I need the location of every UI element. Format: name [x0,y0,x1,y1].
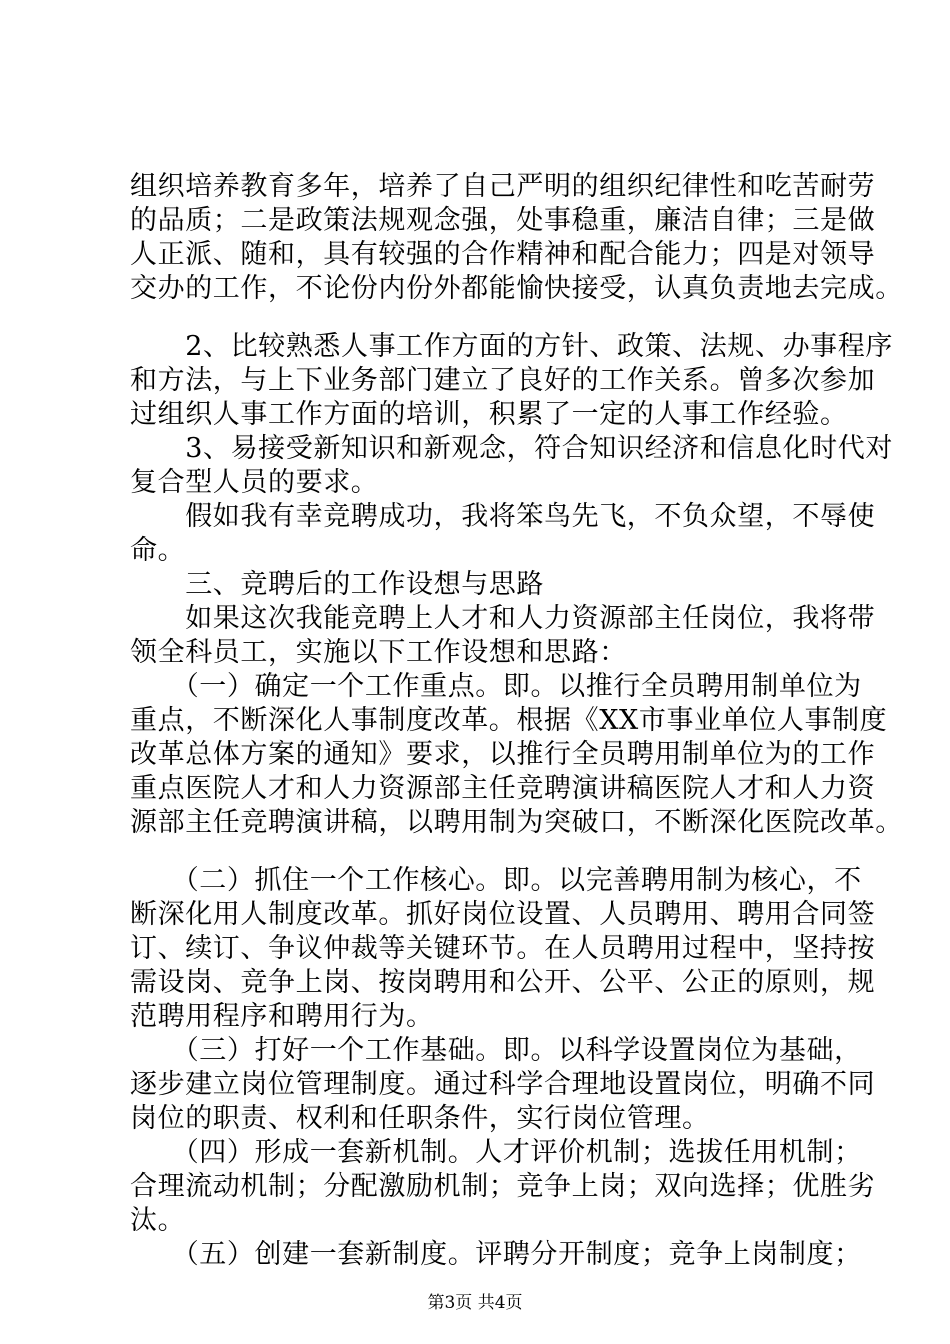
text-line: 的品质；二是政策法规观念强，处事稳重，廉洁自律；三是做 [130,205,876,236]
text-line: 如果这次我能竞聘上人才和人力资源部主任岗位，我将带 [130,603,876,634]
page-footer: 第3页 共4页 [427,1293,523,1313]
text-line: （一）确定一个工作重点。即。以推行全员聘用制单位为 [130,671,862,702]
text-line: 岗位的职责、权利和任职条件，实行岗位管理。 [130,1103,710,1134]
text-line: 合理流动机制；分配激励机制；竞争上岗；双向选择；优胜劣 [130,1171,876,1202]
text-line: 断深化用人制度改革。抓好岗位设置、人员聘用、聘用合同签 [130,899,876,930]
text-line: （四）形成一套新机制。人才评价机制；选拔任用机制； [130,1137,862,1168]
text-line: 汰。 [130,1205,186,1236]
text-line: 逐步建立岗位管理制度。通过科学合理地设置岗位，明确不同 [130,1069,876,1100]
text-line: 假如我有幸竞聘成功，我将笨鸟先飞，不负众望，不辱使 [130,501,876,532]
text-line: 源部主任竞聘演讲稿，以聘用制为突破口，不断深化医院改革。 [130,807,903,838]
text-line: 3、易接受新知识和新观念，符合知识经济和信息化时代对 [130,433,893,464]
text-line: 需设岗、竞争上岗、按岗聘用和公开、公平、公正的原则，规 [130,967,876,998]
text-line: 组织培养教育多年，培养了自己严明的组织纪律性和吃苦耐劳 [130,171,876,202]
text-line: 改革总体方案的通知》要求，以推行全员聘用制单位为的工作 [130,739,876,770]
section-heading: 三、竞聘后的工作设想与思路 [130,569,544,600]
text-line: 命。 [130,535,186,566]
text-line: 人正派、随和，具有较强的合作精神和配合能力；四是对领导 [130,239,876,270]
text-line: 领全科员工，实施以下工作设想和思路： [130,637,627,668]
text-line: （三）打好一个工作基础。即。以科学设置岗位为基础， [130,1035,862,1066]
text-line: 复合型人员的要求。 [130,467,379,498]
text-line: 交办的工作，不论份内份外都能愉快接受，认真负责地去完成。 [130,273,903,304]
text-line: 重点医院人才和人力资源部主任竞聘演讲稿医院人才和人力资 [130,773,876,804]
text-line: 过组织人事工作方面的培训，积累了一定的人事工作经验。 [130,399,848,430]
text-line: 范聘用程序和聘用行为。 [130,1001,434,1032]
text-line: 重点，不断深化人事制度改革。根据《XX市事业单位人事制度 [130,705,888,736]
text-line: （二）抓住一个工作核心。即。以完善聘用制为核心，不 [130,865,862,896]
text-line: （五）创建一套新制度。评聘分开制度；竞争上岗制度； [130,1239,862,1270]
text-line: 和方法，与上下业务部门建立了良好的工作关系。曾多次参加 [130,365,876,396]
text-line: 2、比较熟悉人事工作方面的方针、政策、法规、办事程序 [130,331,893,362]
text-line: 订、续订、争议仲裁等关键环节。在人员聘用过程中，坚持按 [130,933,876,964]
